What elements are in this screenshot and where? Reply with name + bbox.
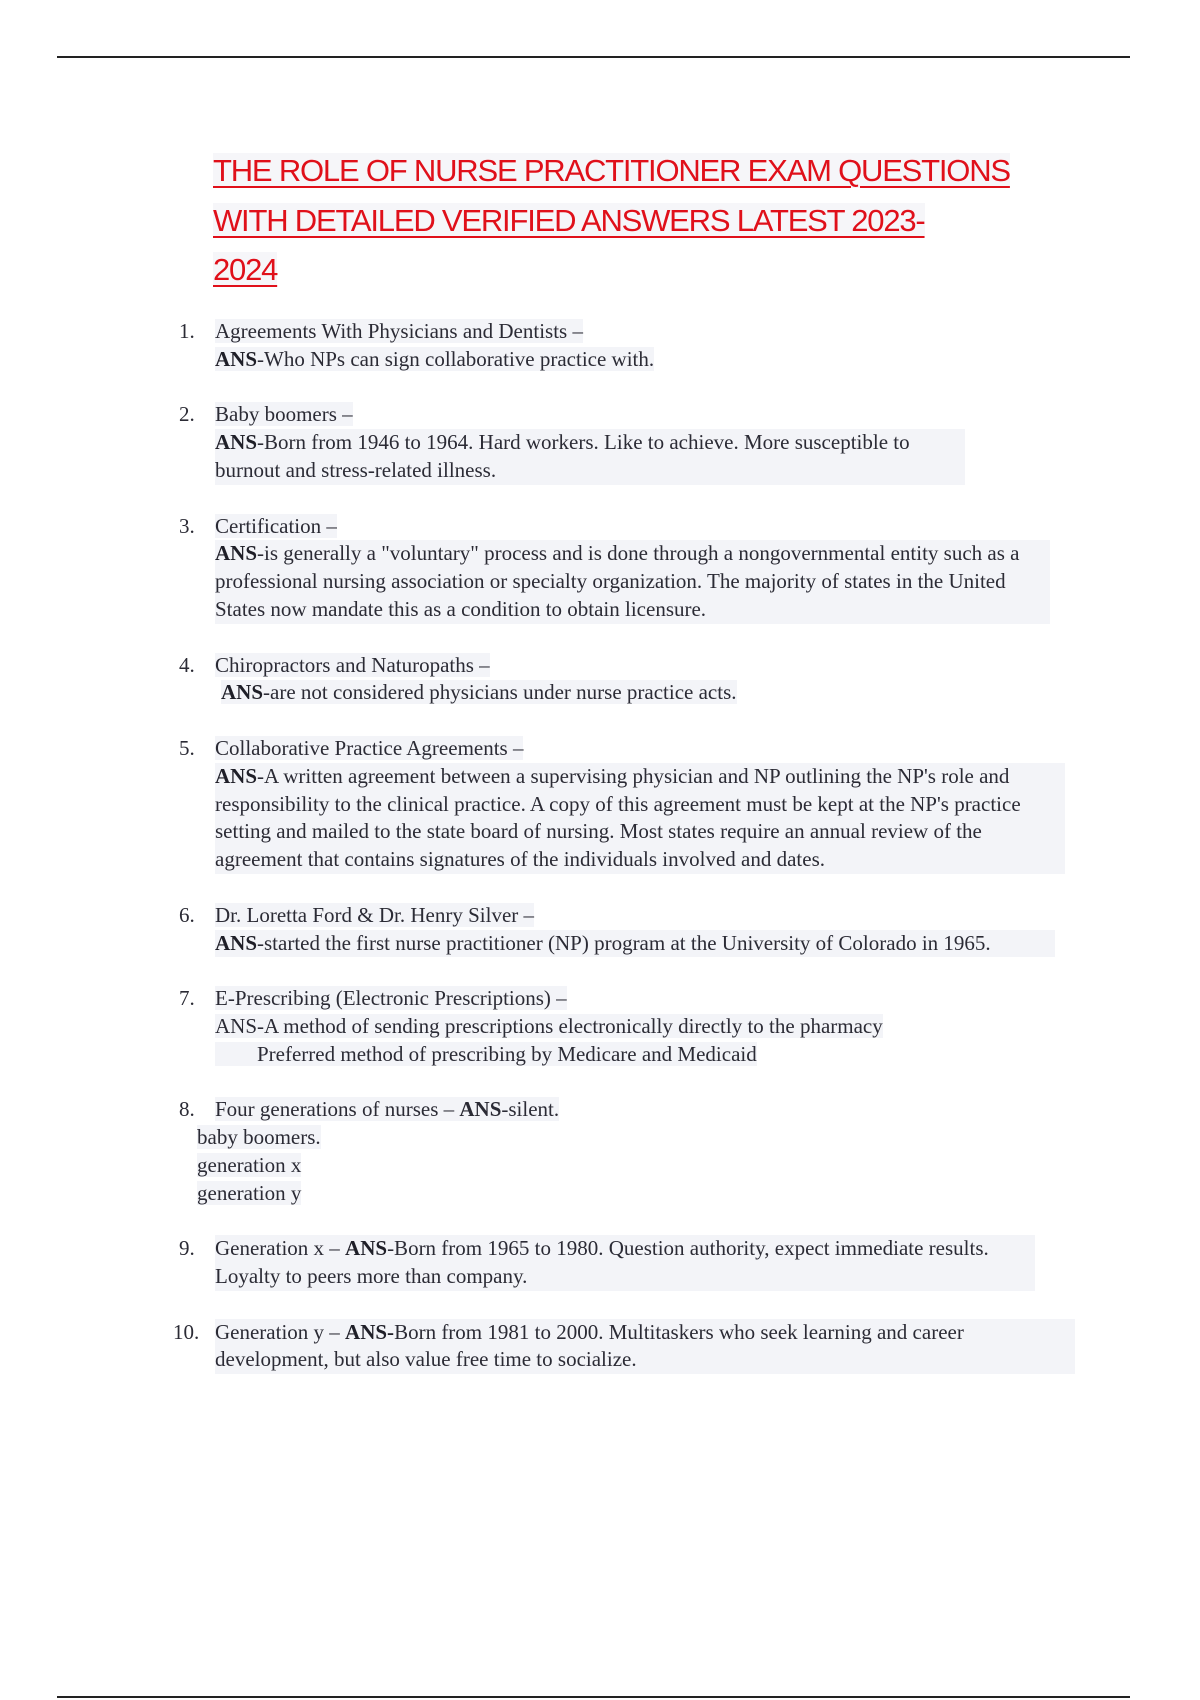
footer-rule (57, 1696, 1130, 1698)
question-text: Collaborative Practice Agreements – (215, 735, 524, 760)
answer-text: -silent. (501, 1097, 560, 1122)
list-item (0, 1319, 1200, 1375)
item-number: 10. (173, 1319, 200, 1344)
answer-text: -is generally a "voluntary" process and is done through a nongovernmental entity such as a professional nursing association or specialty organization. The majority of states in the United States now mandate this as a condition to obtain licensure. (215, 541, 1020, 621)
list-item (0, 985, 1200, 1068)
answer-text: -A written agreement between a supervising physician and NP outlining the NP's role and responsibility to the clinical practice. A copy of this agreement must be kept at the NP's practice setting and mailed to the state board of nursing. Most states require an annual review of the agreement that contains signatures of the individuals involved and dates. (215, 763, 1021, 872)
item-number: 8. (179, 1097, 195, 1122)
question-text: Certification – (215, 513, 337, 538)
sub-item: baby boomers. (197, 1125, 321, 1150)
sub-item: generation y (197, 1180, 302, 1205)
title-line: WITH DETAILED VERIFIED ANSWERS LATEST 2023- (213, 202, 925, 238)
ans-label: ANS (345, 1236, 388, 1261)
question-text: Agreements With Physicians and Dentists – (215, 319, 583, 343)
item-number: 4. (179, 652, 195, 677)
title-line: 2024 (213, 252, 278, 287)
document-title (213, 146, 1113, 295)
question-text: Dr. Loretta Ford & Dr. Henry Silver – (215, 902, 535, 927)
list-item (0, 1096, 1200, 1207)
item-number: 5. (179, 735, 195, 760)
title-line: THE ROLE OF NURSE PRACTITIONER EXAM QUESTIONS (213, 153, 1010, 188)
ans-label: ANS (215, 541, 258, 566)
answer-text: -Who NPs can sign collaborative practice with. (257, 346, 655, 371)
answer-text: -Born from 1965 to 1980. Question authority, expect immediate results. Loyalty to peers more than company. (215, 1236, 989, 1289)
ans-label: ANS (221, 680, 264, 705)
item-number: 2. (179, 402, 195, 427)
item-number: 7. (179, 986, 195, 1011)
answer-text: -are not considered physicians under nurse practice acts. (263, 680, 737, 705)
item-number: 3. (179, 513, 195, 538)
question-text: Generation y – (215, 1319, 346, 1344)
list-item (0, 902, 1200, 958)
question-text: Four generations of nurses – (215, 1097, 460, 1122)
list-item (0, 513, 1200, 624)
answer-text: ANS-A method of sending prescriptions electronically directly to the pharmacy (215, 1013, 883, 1038)
question-text: Generation x – (215, 1236, 346, 1261)
ans-label: ANS- (345, 1319, 395, 1344)
question-text: Baby boomers – (215, 402, 353, 427)
list-item (0, 1235, 1200, 1291)
sub-item: generation x (197, 1152, 302, 1177)
list-item (0, 318, 1200, 374)
ans-label: ANS (215, 346, 258, 371)
ans-label: ANS (215, 930, 258, 955)
item-number: 6. (179, 902, 195, 927)
list-item (0, 401, 1200, 484)
list-item (0, 735, 1200, 874)
list-item (0, 652, 1200, 708)
item-number: 9. (179, 1236, 195, 1261)
answer-text-continued: Preferred method of prescribing by Medicare and Medicaid (215, 1042, 757, 1066)
ans-label: ANS (215, 430, 258, 455)
answer-text: -started the first nurse practitioner (NP) program at the University of Colorado in 1965. (257, 930, 991, 955)
ans-label: ANS (215, 763, 258, 788)
answer-text: -Born from 1946 to 1964. Hard workers. Like to achieve. More susceptible to burnout and stress-related illness. (215, 430, 910, 482)
question-text: Chiropractors and Naturopaths – (215, 652, 490, 677)
question-list (0, 318, 1200, 1402)
answer-text: Born from 1981 to 2000. Multitaskers who seek learning and career development, but also value free time to socialize. (215, 1319, 964, 1372)
header-rule (57, 56, 1130, 58)
question-text: E-Prescribing (Electronic Prescriptions) – (215, 986, 567, 1011)
ans-label: ANS (459, 1097, 502, 1122)
item-number: 1. (179, 319, 195, 343)
